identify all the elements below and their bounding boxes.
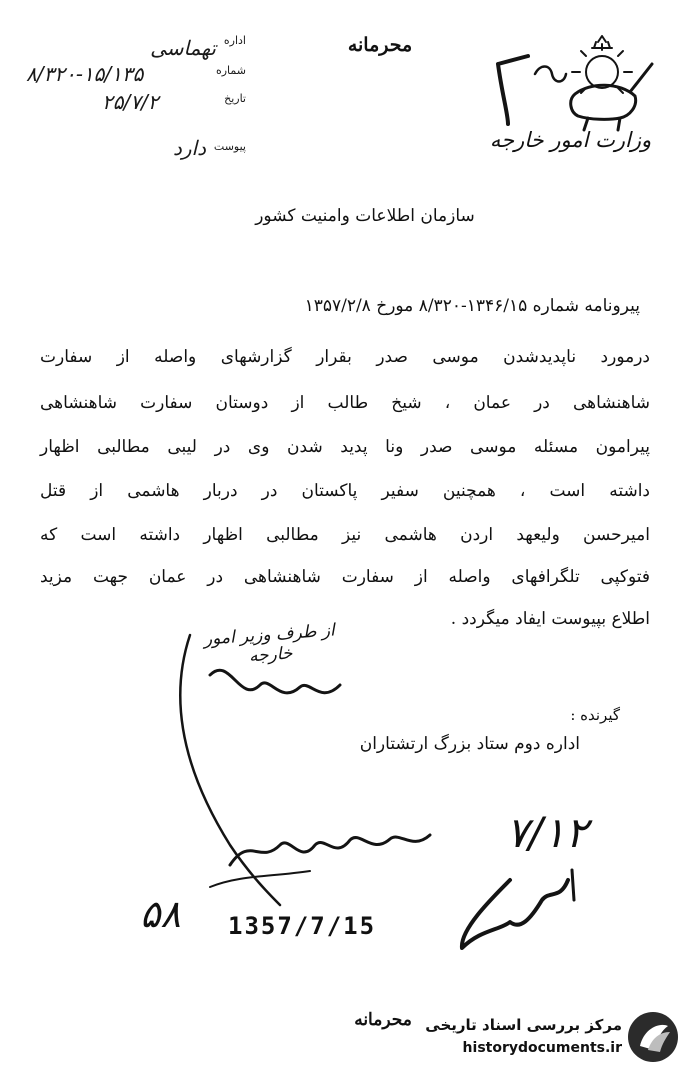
body-line: شاهنشاهی در عمان ، شیخ طالب از دوستان سفارت شاهنشاهی (40, 393, 650, 413)
signature-note: از طرف وزیر امور خارجه (203, 620, 336, 667)
attachment-label: پیوست (213, 140, 246, 153)
classification-bottom: محرمانه (354, 1010, 412, 1030)
watermark-text: مرکز بررسی اسناد تاریخی (425, 1016, 622, 1034)
handwritten-number-left: ۵۸ (140, 892, 181, 936)
department-label: اداره (223, 34, 246, 47)
body-line: امیرحسن ولیعهد اردن هاشمی نیز مطالبی اظهار داشته است که (40, 525, 650, 545)
body-line: پیرامون مسئله موسی صدر ونا پدید شدن وی در لیبی مطالبی اظهار (40, 437, 650, 457)
handwritten-number-right: ۷/۱۲ (506, 808, 588, 857)
handwritten-initials-icon (450, 860, 590, 960)
body-line: اطلاع بپیوست ایفاد میگردد . (450, 609, 650, 629)
lion-and-sun-emblem-icon (480, 34, 660, 134)
date-value: ۲۵/۷/۲ (102, 90, 159, 114)
classification-top: محرمانه (347, 34, 413, 56)
header-block (26, 30, 246, 170)
body-line: درمورد ناپدیدشدن موسی صدر بقرار گزارشهای واصله از سفارت (40, 347, 650, 367)
watermark-url: historydocuments.ir (462, 1040, 622, 1056)
ministry-name: وزارت امور خارجه (489, 128, 652, 152)
handwritten-signature-icon (150, 615, 450, 915)
recipient-label: گیرنده : (570, 706, 620, 724)
department-value: تهماسی (150, 36, 216, 60)
date-stamp: 1357/7/15 (228, 912, 377, 940)
recipient-organization-title: سازمان اطلاعات وامنیت کشور (255, 206, 475, 226)
archive-logo-icon (626, 1010, 680, 1064)
body-line: داشته است ، همچنین سفیر پاکستان در دربار هاشمی از قتل (40, 481, 650, 501)
date-label: تاریخ (224, 92, 246, 105)
recipient-value: اداره دوم ستاد بزرگ ارتشتاران (359, 734, 580, 754)
number-value: ۸/۳۲۰-۱۵/۱۳۵ (26, 62, 144, 86)
attachment-value: دارد (172, 136, 206, 160)
reference-line: پیرونامه شماره ۱۳۴۶/۱۵-۸/۳۲۰ مورخ ۱۳۵۷/۲/۸ (304, 296, 640, 316)
number-label: شماره (215, 64, 246, 77)
body-line: فتوکپی تلگرافهای واصله از سفارت شاهنشاهی در عمان جهت مزید (40, 567, 650, 587)
